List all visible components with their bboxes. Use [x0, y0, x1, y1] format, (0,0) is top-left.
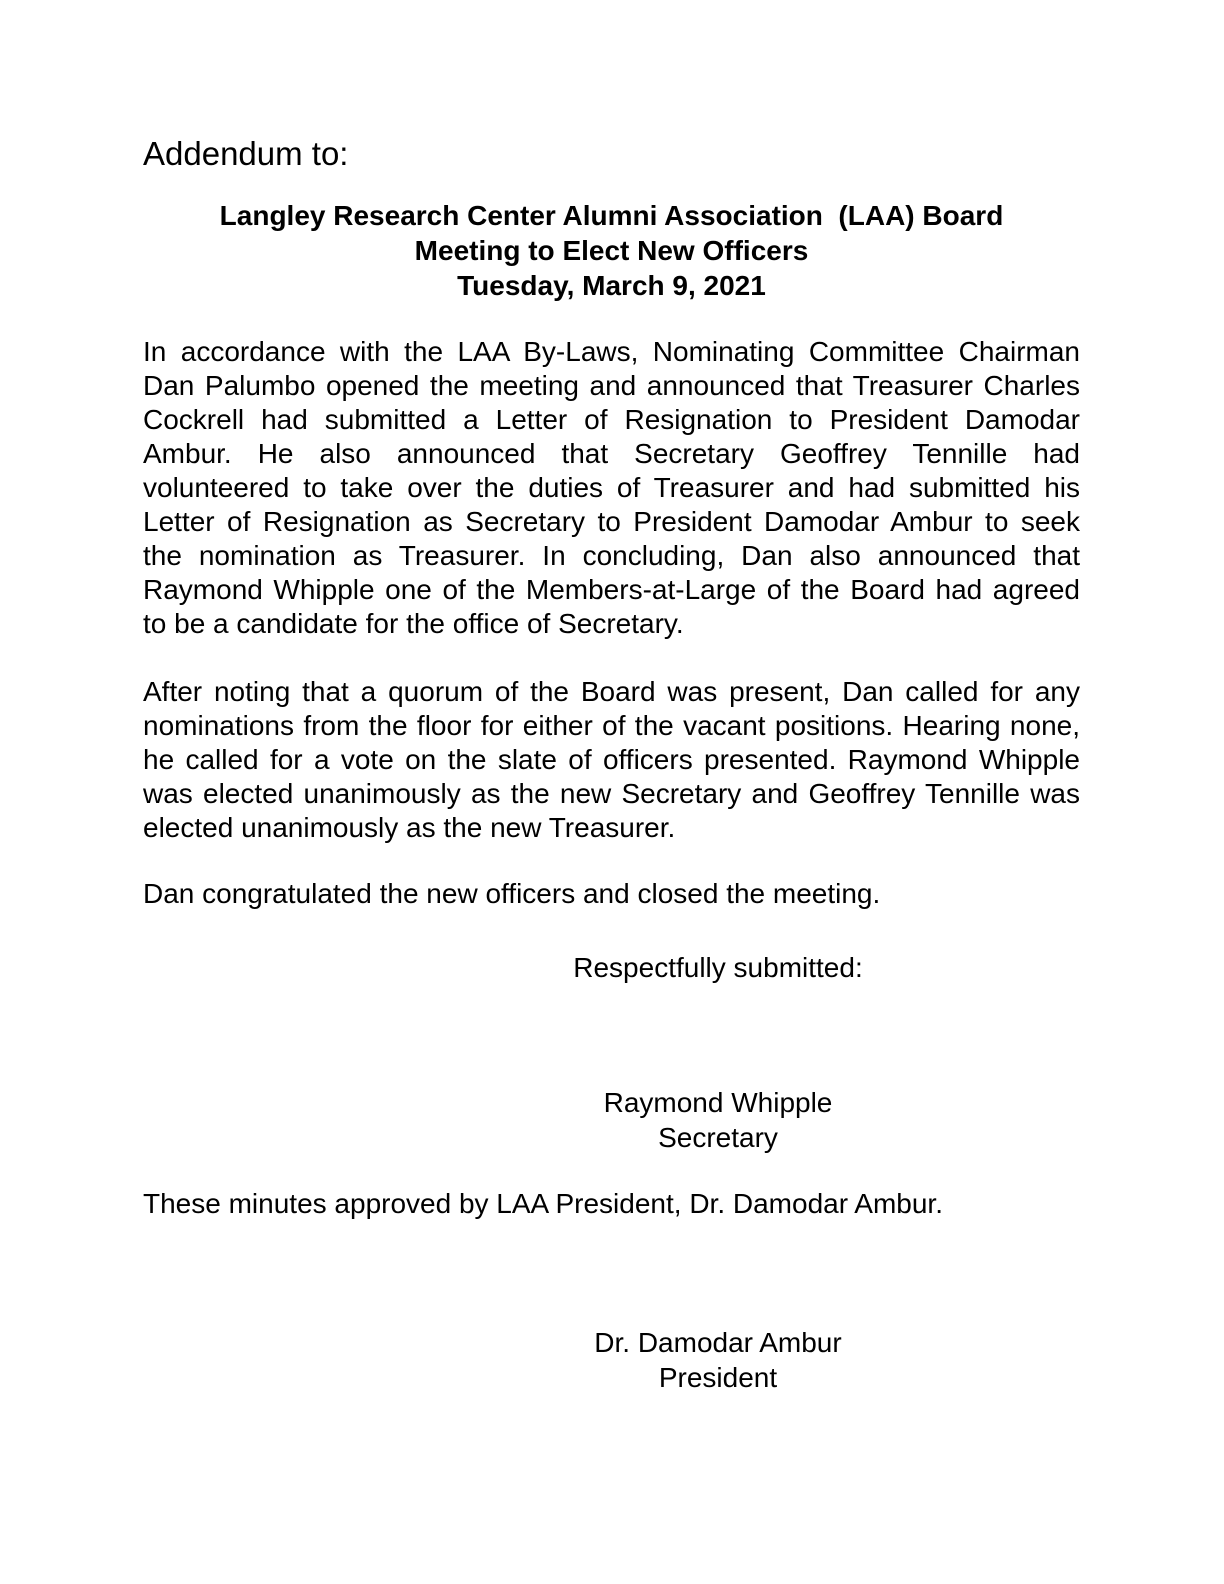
- paragraph-1-line: Letter of Resignation as Secretary to President Damodar Ambur to seek: [143, 506, 1080, 537]
- paragraph-1-line: to be a candidate for the office of Secretary.: [143, 608, 684, 639]
- paragraph-2-line: was elected unanimously as the new Secretary and Geoffrey Tennille was: [143, 778, 1080, 809]
- signature-president: [143, 1325, 1080, 1395]
- paragraph-1-line: Raymond Whipple one of the Members-at-Large of the Board had agreed: [143, 574, 1080, 605]
- paragraph-2-line: elected unanimously as the new Treasurer.: [143, 812, 676, 843]
- submission-label: Respectfully submitted:: [573, 952, 863, 983]
- paragraph-1-line: the nomination as Treasurer. In concluding, Dan also announced that: [143, 540, 1080, 571]
- signature-secretary: [143, 1085, 1080, 1155]
- document-title: [143, 198, 1080, 303]
- signature-president-title: President: [658, 1362, 778, 1393]
- title-line-meeting: Meeting to Elect New Officers: [414, 235, 809, 266]
- paragraph-1-line: volunteered to take over the duties of Treasurer and had submitted his: [143, 472, 1080, 503]
- title-line-date: Tuesday, March 9, 2021: [457, 270, 766, 301]
- signature-secretary-title: Secretary: [658, 1122, 778, 1153]
- addendum-label: Addendum to:: [143, 135, 349, 172]
- paragraph-1-line: Ambur. He also announced that Secretary Geoffrey Tennille had: [143, 438, 1080, 469]
- paragraph-1-line: In accordance with the LAA By-Laws, Nominating Committee Chairman: [143, 336, 1080, 367]
- paragraph-1-line: Cockrell had submitted a Letter of Resignation to President Damodar: [143, 404, 1080, 435]
- approval-line: These minutes approved by LAA President, Dr. Damodar Ambur.: [143, 1188, 943, 1219]
- paragraph-2-line: After noting that a quorum of the Board was present, Dan called for any: [143, 676, 1080, 707]
- closing-line: Dan congratulated the new officers and closed the meeting.: [143, 878, 881, 909]
- paragraph-1-line: Dan Palumbo opened the meeting and announced that Treasurer Charles: [143, 370, 1080, 401]
- title-line-organization: Langley Research Center Alumni Association (LAA) Board: [219, 200, 1004, 231]
- signature-president-name: Dr. Damodar Ambur: [594, 1327, 842, 1358]
- paragraph-2-line: nominations from the floor for either of the vacant positions. Hearing none,: [143, 710, 1080, 741]
- signature-secretary-name: Raymond Whipple: [603, 1087, 833, 1118]
- paragraph-2: [143, 675, 1080, 845]
- paragraph-2-line: he called for a vote on the slate of officers presented. Raymond Whipple: [143, 744, 1080, 775]
- paragraph-1: [143, 335, 1080, 641]
